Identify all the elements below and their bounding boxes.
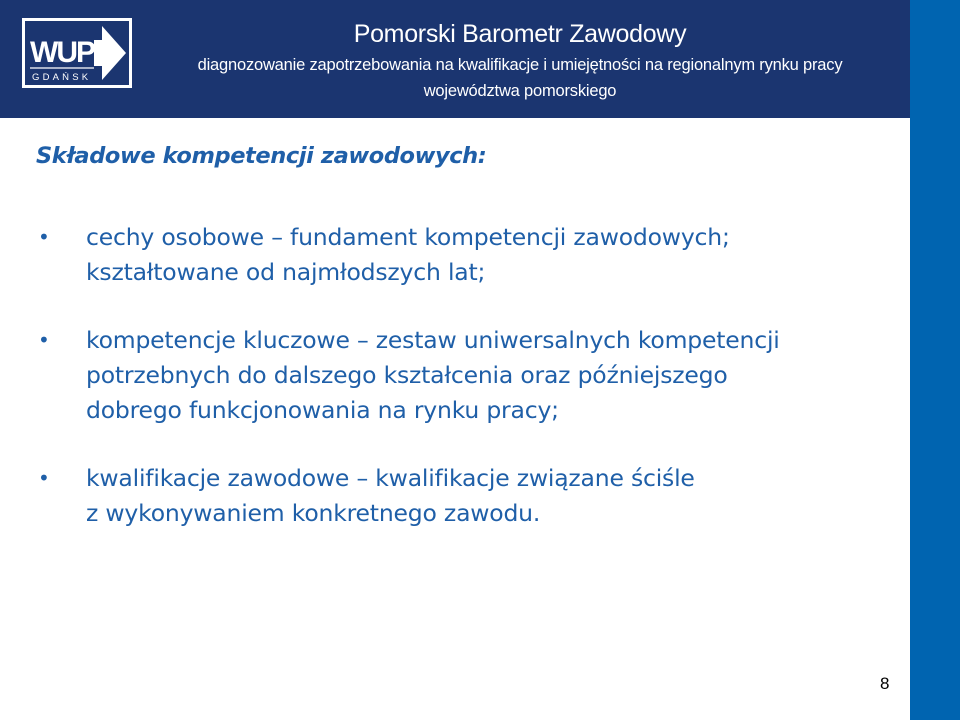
- bullet-item-key-competences: [38, 323, 898, 428]
- bullet-icon: •: [38, 328, 50, 352]
- bullet-line: kwalifikacje zawodowe – kwalifikacje związane ściśle: [86, 464, 695, 492]
- bullet-item-personal-traits: [38, 220, 898, 290]
- accent-side-bar: [910, 0, 960, 720]
- header-subtitle-line1: diagnozowanie zapotrzebowania na kwalifikacje i umiejętności na regionalnym rynku pracy: [197, 56, 843, 74]
- bullet-line: cechy osobowe – fundament kompetencji zawodowych;: [86, 223, 730, 251]
- header-title: Pomorski Barometr Zawodowy: [353, 20, 687, 48]
- header-subtitle-line2: województwa pomorskiego: [423, 82, 617, 100]
- section-title: Składowe kompetencji zawodowych:: [36, 143, 487, 169]
- svg-text:WUP: WUP: [30, 36, 94, 69]
- header-text: [150, 16, 890, 104]
- header-banner: [0, 0, 910, 118]
- svg-text:GDAŃSK: GDAŃSK: [32, 72, 92, 83]
- wup-logo: [22, 18, 132, 88]
- bullet-line: kompetencje kluczowe – zestaw uniwersalnych kompetencji: [86, 326, 780, 354]
- bullet-line: kształtowane od najmłodszych lat;: [86, 258, 486, 286]
- page-number: 8: [880, 674, 890, 693]
- bullet-icon: •: [38, 225, 50, 249]
- bullet-line: potrzebnych do dalszego kształcenia oraz późniejszego: [86, 361, 728, 389]
- bullet-line: z wykonywaniem konkretnego zawodu.: [86, 499, 541, 527]
- bullet-line: dobrego funkcjonowania na rynku pracy;: [86, 396, 559, 424]
- bullet-icon: •: [38, 466, 50, 490]
- bullet-list: [38, 220, 898, 564]
- bullet-item-vocational-qualifications: [38, 461, 898, 531]
